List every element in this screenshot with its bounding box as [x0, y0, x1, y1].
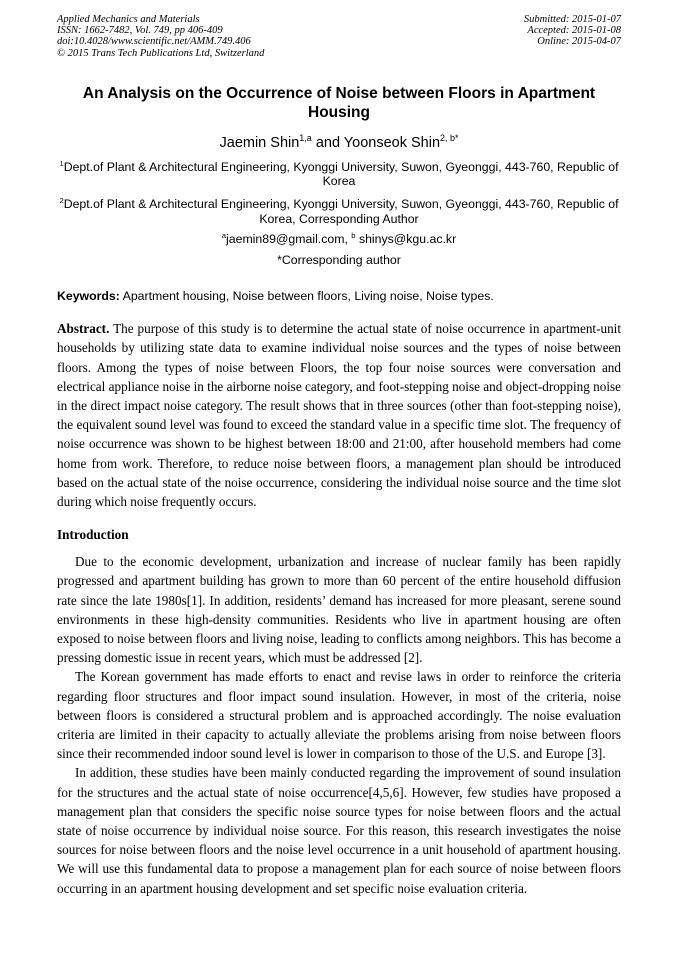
intro-paragraph-1: Due to the economic development, urbanization and increase of nuclear family has been rapidly progressed and apartment building has grown to more than 60 percent of the entire household diffusion rate since the late 1980s[1]. In addition, residents’ demand has increased for more pleasant, serene sound environments in these high-density communities. Residents who live in apartment housing are often exposed to noise between floors and living noise, leading to conflicts among neighbors. This has become a pressing domestic issue in recent years, which must be addressed [2].: [57, 554, 621, 666]
author-2-affiliation-mark: 2, b*: [440, 132, 459, 143]
keywords-text: Apartment housing, Noise between floors, Living noise, Noise types.: [119, 289, 494, 304]
keywords-label: Keywords:: [57, 289, 120, 304]
submission-dates: [524, 14, 621, 48]
author-1-affiliation-mark: 1,a: [299, 132, 312, 143]
journal-name: Applied Mechanics and Materials: [57, 14, 200, 25]
author-2-name: Yoonseok Shin: [343, 134, 441, 151]
accepted-date: Accepted: 2015-01-08: [527, 25, 621, 37]
journal-info: [57, 14, 264, 59]
submitted-date: Submitted: 2015-01-07: [523, 14, 621, 25]
emails-line: [57, 232, 621, 247]
affiliation-2-mark: 2: [59, 195, 64, 205]
abstract-paragraph: [57, 319, 621, 511]
affiliation-2-text: Dept.of Plant & Architectural Engineering, Kyonggi University, Suwon, Gyeonggi, 443-760, Republic of Korea, Corresponding Author: [63, 197, 619, 226]
doi-line: doi:10.4028/www.scientific.net/AMM.749.406: [57, 36, 251, 48]
authors-connector: and: [311, 134, 344, 151]
issn-volume-line: ISSN: 1662-7482, Vol. 749, pp 406-409: [57, 25, 223, 37]
abstract-label: Abstract.: [57, 321, 110, 337]
email-b-mark: b: [351, 231, 356, 241]
paper-title: An Analysis on the Occurrence of Noise between Floors in Apartment Housing: [82, 84, 596, 121]
intro-paragraph-2: The Korean government has made efforts to enact and revise laws in order to reinforce the criteria regarding floor structures and floor impact sound insulation. However, in most of the criteria, noise between floors is considered a structural problem and is approached accordingly. The noise evaluation criteria are limited in their capacity to actually alleviate the problems arising from noise between floors since their recommended indoor sound level is lower in comparison to those of the U.S. and Europe [3].: [57, 669, 621, 762]
affiliation-1: [57, 160, 621, 189]
email-a-mark: a: [221, 231, 227, 241]
email-b-address: shinys@kgu.ac.kr: [355, 232, 457, 247]
section-heading-introduction: Introduction: [57, 527, 129, 543]
keywords-line: [57, 289, 621, 304]
journal-header: [57, 14, 621, 59]
corresponding-author-note: *Corresponding author: [277, 253, 401, 268]
copyright-line: © 2015 Trans Tech Publications Ltd, Switzerland: [57, 47, 265, 59]
authors-line: [57, 134, 621, 152]
introduction-section-body: [57, 552, 621, 898]
abstract-text: The purpose of this study is to determine the actual state of noise occurrence in apartment-unit households by utilizing state data to examine individual noise sources and the types of noise between floors. Among the types of noise between Floors, the top four noise sources were conversation and electrical appliance noise in the airborne noise category, and foot-stepping noise and object-dropping noise in the direct impact noise category. The result shows that in three sources (other than foot-stepping noise), the equivalent sound level was found to exceed the standard value in a specific time slot. The frequency of noise occurrence was shown to be highest between 18:00 and 21:00, after household members had come home from work. Therefore, to reduce noise between floors, a management plan should be introduced based on the actual state of the noise occurrence, considering the individual noise source and the time slot during which noise frequently occurs.: [57, 321, 621, 510]
author-1-name: Jaemin Shin: [219, 134, 300, 151]
online-date: Online: 2015-04-07: [537, 36, 621, 48]
affiliation-1-text: Dept.of Plant & Architectural Engineering, Kyonggi University, Suwon, Gyeonggi, 443-760, Republic of Korea: [63, 159, 619, 189]
affiliation-2: [57, 197, 621, 226]
email-a-address: jaemin89@gmail.com,: [226, 232, 348, 247]
intro-paragraph-3: In addition, these studies have been mainly conducted regarding the improvement of sound insulation for the structures and the actual state of noise occurrence[4,5,6]. However, few studies have proposed a management plan that considers the specific noise source types for noise between floors and the actual state of noise occurrence by individual noise source. For this reason, this research investigates the noise sources for noise between floors and the noise level occurrence in a unit household of apartment housing. We will use this fundamental data to propose a management plan for each source of noise between floors occurring in an apartment housing development and set specific noise evaluation criteria.: [57, 765, 621, 896]
affiliation-1-mark: 1: [59, 158, 64, 168]
